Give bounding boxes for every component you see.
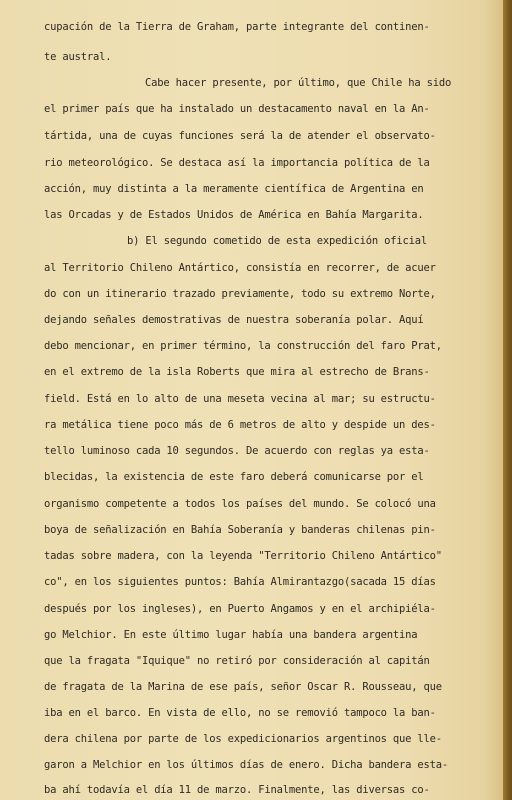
text-line: organismo competente a todos los países del mundo. Se colocó una bbox=[44, 498, 436, 510]
text-line: go Melchior. En este último lugar había una bandera argentina bbox=[44, 629, 418, 641]
text-line: en el extremo de la isla Roberts que mira al estrecho de Brans- bbox=[44, 366, 430, 378]
text-line: tadas sobre madera, con la leyenda "Territorio Chileno Antártico" bbox=[44, 550, 442, 562]
text-line: que la fragata "Iquique" no retiró por consideración al capitán bbox=[44, 655, 430, 667]
text-line: las Orcadas y de Estados Unidos de América en Bahía Margarita. bbox=[44, 209, 424, 221]
text-line: do con un itinerario trazado previamente, todo su extremo Norte, bbox=[44, 288, 436, 300]
text-line: acción, muy distinta a la meramente científica de Argentina en bbox=[44, 183, 424, 195]
text-line: ba ahí todavía el día 11 de marzo. Finalmente, las diversas co- bbox=[44, 784, 430, 796]
text-line: field. Está en lo alto de una meseta vecina al mar; su estructu- bbox=[44, 393, 436, 405]
page-edge bbox=[503, 0, 512, 800]
text-line: dejando señales demostrativas de nuestra soberanía polar. Aquí bbox=[44, 314, 424, 326]
text-line: tello luminoso cada 10 segundos. De acuerdo con reglas ya esta- bbox=[44, 445, 430, 457]
text-line: tártida, una de cuyas funciones será la de atender el observato- bbox=[44, 130, 436, 142]
text-line: después por los ingleses), en Puerto Angamos y en el archipiéla- bbox=[44, 603, 436, 615]
text-line: ra metálica tiene poco más de 6 metros de alto y despide un des- bbox=[44, 419, 436, 431]
text-line: iba en el barco. En vista de ello, no se removió tampoco la ban- bbox=[44, 707, 436, 719]
text-line: rio meteorológico. Se destaca así la importancia política de la bbox=[44, 157, 430, 169]
text-line: de fragata de la Marina de ese país, señor Oscar R. Rousseau, que bbox=[44, 681, 442, 693]
text-line: dera chilena por parte de los expedicionarios argentinos que lle- bbox=[44, 733, 442, 745]
text-line: te austral. bbox=[44, 51, 112, 63]
text-line: debo mencionar, en primer término, la construcción del faro Prat, bbox=[44, 340, 442, 352]
text-line: co", en los siguientes puntos: Bahía Almirantazgo(sacada 15 días bbox=[44, 576, 436, 588]
text-line: boya de señalización en Bahía Soberanía y banderas chilenas pin- bbox=[44, 524, 436, 536]
text-line: garon a Melchior en los últimos días de enero. Dicha bandera esta- bbox=[44, 759, 449, 771]
text-line: el primer país que ha instalado un destacamento naval en la An- bbox=[44, 103, 430, 115]
text-line: cupación de la Tierra de Graham, parte integrante del continen- bbox=[44, 21, 430, 33]
text-line: al Territorio Chileno Antártico, consistía en recorrer, de acuer bbox=[44, 262, 436, 274]
text-line: b) El segundo cometido de esta expedición oficial bbox=[127, 235, 427, 247]
text-line: Cabe hacer presente, por último, que Chile ha sido bbox=[145, 77, 452, 89]
text-line: blecidas, la existencia de este faro deberá comunicarse por el bbox=[44, 471, 424, 483]
